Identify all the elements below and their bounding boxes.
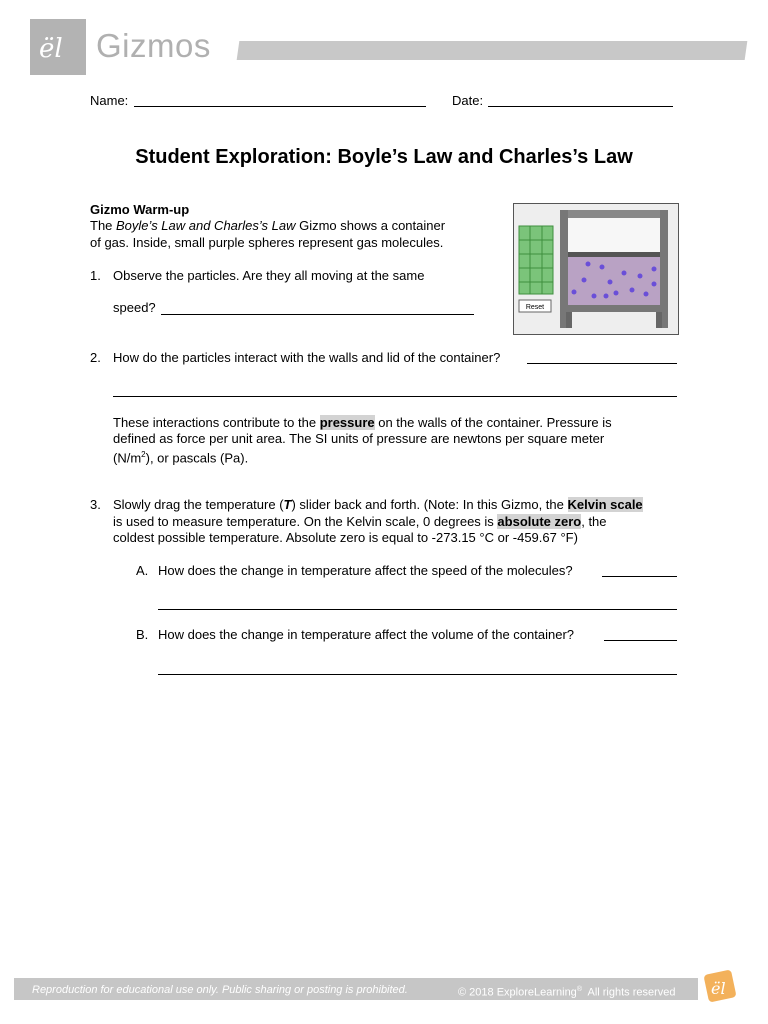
q1-text: Observe the particles. Are they all moving at the same — [113, 268, 425, 283]
registered-mark: ® — [576, 986, 582, 993]
footer-disclaimer: Reproduction for educational use only. Public sharing or posting is prohibited. — [32, 984, 408, 996]
q1-number: 1. — [90, 268, 101, 283]
q3b-text: How does the change in temperature affect the volume of the container? — [158, 627, 575, 642]
svg-text:Reset: Reset — [525, 304, 545, 311]
q3b-letter: B. — [136, 627, 149, 642]
weight-column — [519, 226, 553, 294]
q3b-answer-line[interactable] — [604, 640, 677, 641]
svg-text:ël: ël — [711, 979, 726, 998]
q3a-answer-line-2[interactable] — [158, 609, 677, 610]
q3a-letter: A. — [136, 563, 149, 578]
note-text: (N/m — [113, 450, 142, 466]
date-field[interactable] — [488, 106, 673, 107]
brand-name: Gizmos — [96, 27, 211, 64]
gizmo-screenshot — [513, 203, 679, 335]
copyright-text: All rights reserved — [581, 986, 676, 999]
q3-line3: coldest possible temperature. Absolute zero is equal to -273.15 °C or -459.67 °F) — [113, 530, 578, 545]
q3-line2 — [113, 514, 607, 530]
svg-text:ël: ël — [39, 34, 63, 64]
note-text: ), or pascals (Pa). — [145, 450, 249, 466]
q3-number: 3. — [90, 497, 101, 512]
superscript: 2 — [141, 450, 146, 459]
q2-answer-line[interactable] — [527, 363, 677, 364]
explorelearning-footer-logo-icon — [700, 966, 740, 1006]
q1-answer-line[interactable] — [161, 314, 474, 315]
q3-line1 — [113, 497, 643, 513]
pressure-note-line1 — [113, 415, 612, 431]
q2-answer-line-2[interactable] — [113, 396, 677, 397]
absolute-zero-term: absolute zero — [497, 514, 582, 529]
pressure-term: pressure — [319, 415, 375, 430]
q3a-answer-line[interactable] — [602, 576, 677, 577]
name-label: Name: — [90, 93, 129, 108]
warmup-intro-line2: of gas. Inside, small purple spheres represent gas molecules. — [90, 235, 444, 250]
pressure-note-line3 — [113, 447, 248, 466]
intro-text: The — [90, 218, 117, 233]
reset-button[interactable] — [519, 300, 551, 312]
q3-text: Slowly drag the temperature ( — [113, 497, 284, 512]
q3b-answer-line-2[interactable] — [158, 674, 677, 675]
q2-number: 2. — [90, 350, 101, 365]
footer-copyright — [458, 983, 676, 1000]
q3-text: , the — [581, 514, 607, 529]
q2-text: How do the particles interact with the walls and lid of the container? — [113, 350, 501, 365]
q3a-text: How does the change in temperature affect the speed of the molecules? — [158, 563, 573, 578]
q1-text-line2: speed? — [113, 300, 156, 315]
temperature-variable: T — [283, 497, 292, 512]
gizmo-name: Boyle’s Law and Charles’s Law — [116, 218, 296, 233]
date-label: Date: — [452, 93, 484, 108]
pressure-note-line2: defined as force per unit area. The SI units of pressure are newtons per square meter — [113, 431, 605, 446]
note-text: on the walls of the container. Pressure is — [374, 415, 612, 430]
page-title: Student Exploration: Boyle’s Law and Charles’s Law — [135, 146, 633, 168]
q3-text: is used to measure temperature. On the Kelvin scale, 0 degrees is — [113, 514, 498, 529]
explorelearning-logo-icon — [30, 19, 86, 75]
header-bar — [237, 41, 748, 60]
copyright-text: © 2018 ExploreLearning — [458, 986, 577, 999]
kelvin-scale-term: Kelvin scale — [567, 497, 643, 512]
name-field[interactable] — [134, 106, 426, 107]
intro-text: Gizmo shows a container — [295, 218, 446, 233]
warmup-heading: Gizmo Warm-up — [90, 202, 190, 217]
note-text: These interactions contribute to the — [113, 415, 320, 430]
warmup-intro-line1 — [90, 218, 445, 234]
q3-text: ) slider back and forth. (Note: In this Gizmo, the — [291, 497, 568, 512]
